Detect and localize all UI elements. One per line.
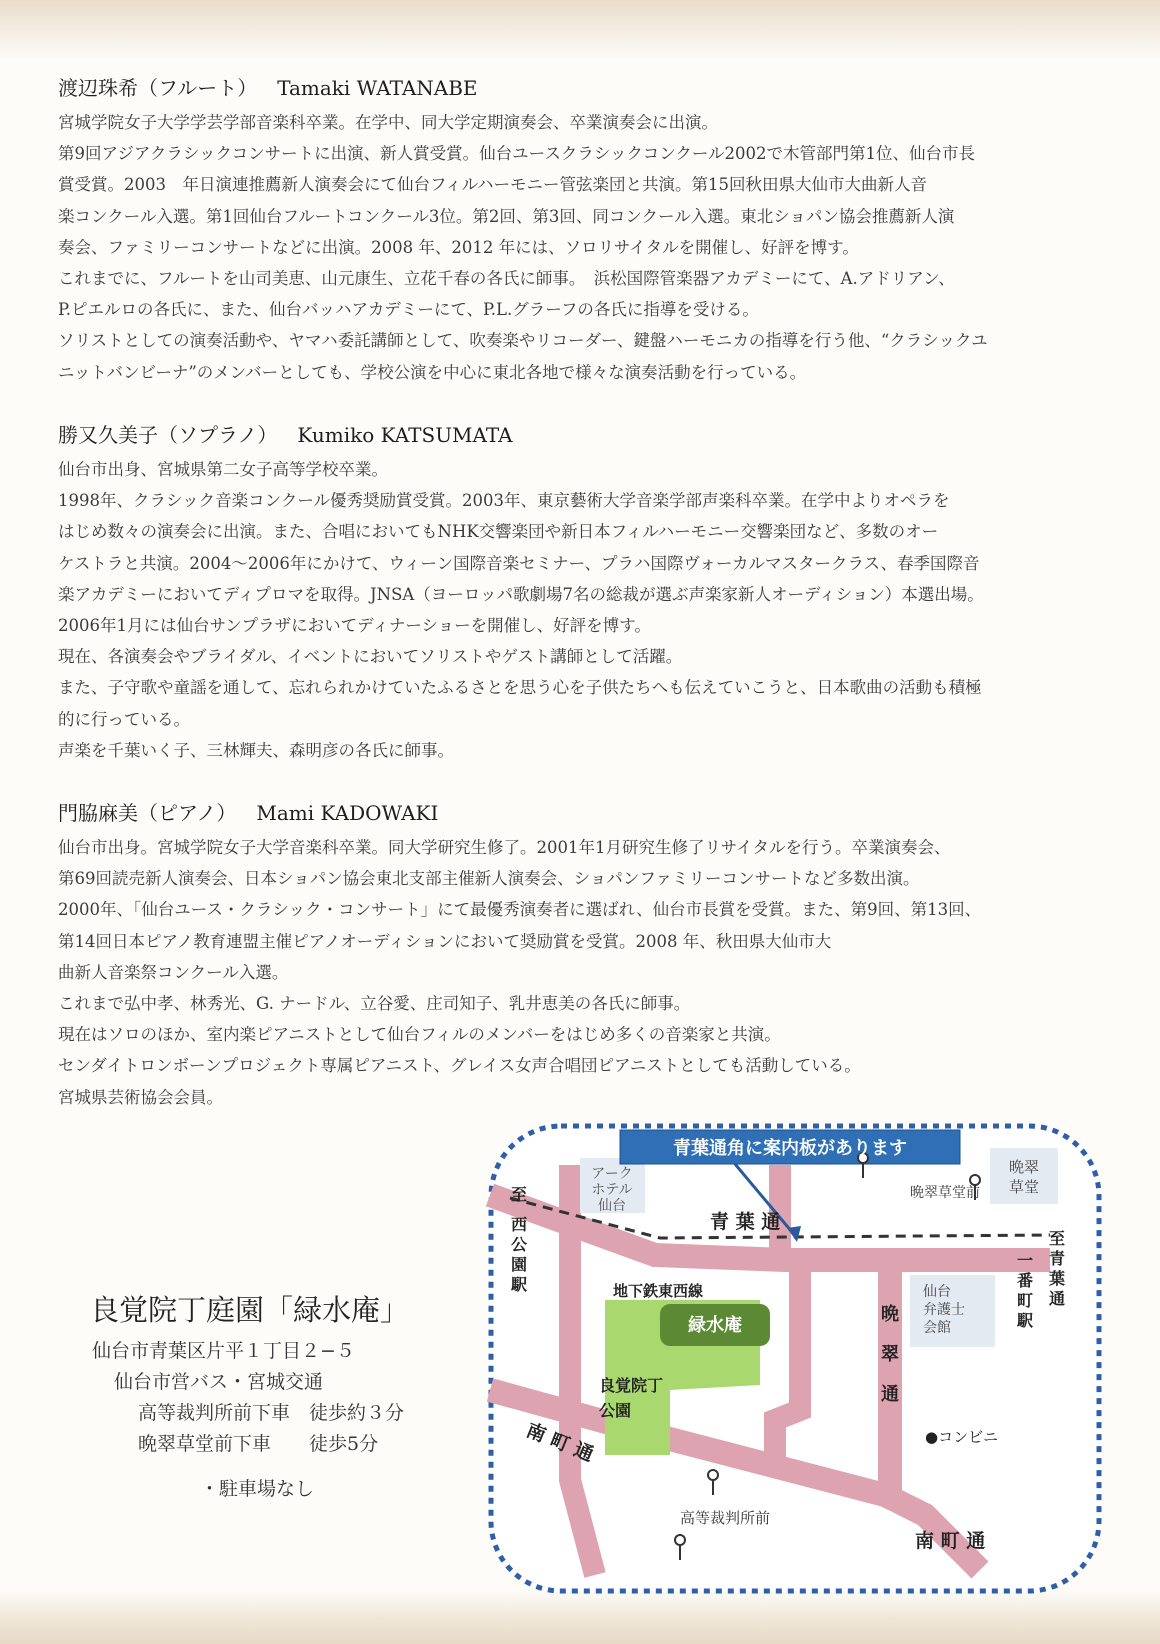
bio-line: 的に行っている。 xyxy=(58,709,190,729)
performer-name: 門脇麻美（ピアノ） xyxy=(58,801,237,825)
vertical-char: 至 xyxy=(510,1185,528,1204)
subway-label: 地下鉄東西線 xyxy=(613,1282,704,1300)
vertical-char: 西 xyxy=(510,1215,528,1234)
bio-line: P.ピエルロの各氏に、また、仙台バッハアカデミーにて、P.L.グラーフの各氏に指導を受ける。 xyxy=(58,300,759,320)
bio-line: 2006年1月には仙台サンプラザにおいてディナーショーを開催し、好評を博す。 xyxy=(58,616,651,636)
bio-line: ニットバンビーナ”のメンバーとしても、学校公演を中心に東北各地で様々な演奏活動を行っている。 xyxy=(58,362,807,382)
bio-line: 第14回日本ピアノ教育連盟主催ピアノオーディションにおいて奨励賞を受賞。2008 年、秋田県大仙市大 xyxy=(58,931,832,951)
performer-name: 勝又久美子（ソプラノ） xyxy=(58,423,278,447)
bio-line: 曲新人音楽祭コンクール入選。 xyxy=(58,962,289,982)
bar-association-label: 弁護士 xyxy=(923,1302,965,1318)
bio-line: 現在、各演奏会やブライダル、イベントにおいてソリストやゲスト講師として活躍。 xyxy=(58,647,683,667)
bansui-soudou-label: 晩翠 xyxy=(1008,1158,1040,1176)
ryokusuian-label: 緑水庵 xyxy=(688,1315,742,1336)
venue-stop-bansui: 晩翠草堂前下車 徒歩5分 xyxy=(138,1433,379,1455)
bar-association-label: 仙台 xyxy=(923,1284,951,1300)
bio-kadowaki xyxy=(58,798,1118,1113)
bio-katsumata xyxy=(58,420,1118,766)
convenience-store-label: ●コンビニ xyxy=(925,1428,999,1446)
venue-info xyxy=(90,1290,490,1505)
hotel-label: アーク xyxy=(591,1166,633,1182)
bio-line: 楽コンクール入選。第1回仙台フルートコンクール3位。第2回、第3回、同コンクール入選。東北ショパン協会推薦新人演 xyxy=(58,206,955,226)
venue-bus: 仙台市営バス・宮城交通 xyxy=(114,1371,324,1393)
venue-stop-court: 高等裁判所前下車 徒歩約３分 xyxy=(138,1402,405,1424)
minamimachi-right-label: 南 町 通 xyxy=(915,1530,986,1552)
minamimachi-left-label: 南 町 通 xyxy=(523,1419,597,1466)
access-map xyxy=(485,1120,1105,1597)
bio-line: 第69回読売新人演奏会、日本ショパン協会東北支部主催新人演奏会、ショパンファミリーコンサートなど多数出演。 xyxy=(58,869,920,889)
bio-line: また、子守歌や童謡を通して、忘れられかけていたふるさとを思う心を子供たちへも伝えていこうと、日本歌曲の活動も積極 xyxy=(58,678,982,698)
bio-line: 2000年、「仙台ユース・クラシック・コンサート」にて最優秀演奏者に選ばれ、仙台市長賞を受賞。また、第9回、第13回、 xyxy=(58,900,982,920)
banner-text: 青葉通角に案内板があります xyxy=(673,1138,907,1159)
venue-address: 仙台市青葉区片平１丁目２−５ xyxy=(92,1340,355,1362)
bio-line: 第9回アジアクラシックコンサートに出演、新人賞受賞。仙台ユースクラシックコンクール2002で木管部門第1位、仙台市長 xyxy=(58,144,976,164)
vertical-char: 番 xyxy=(1016,1271,1034,1290)
vertical-char: 晩 xyxy=(881,1304,899,1325)
map-svg xyxy=(485,1120,1105,1597)
bio-heading xyxy=(58,420,1118,450)
nishi-koen-label xyxy=(510,1185,528,1294)
bio-line: 奏会、ファミリーコンサートなどに出演。2008 年、2012 年には、ソロリサイタルを開催し、好評を博す。 xyxy=(58,237,859,257)
vertical-char: 駅 xyxy=(510,1275,528,1294)
bio-line: 仙台市出身。宮城学院女子大学音楽科卒業。同大学研究生修了。2001年1月研究生修了リサイタルを行う。卒業演奏会、 xyxy=(58,838,951,857)
bansui-stop-label: 晩翠草堂前 xyxy=(910,1185,980,1201)
bio-line: 楽アカデミーにおいてディプロマを取得。JNSA（ヨーロッパ歌劇場7名の総裁が選ぶ声楽家新人オーディション）本選出場。 xyxy=(58,584,984,604)
vertical-char: 至 xyxy=(1048,1229,1066,1248)
hotel-label: 仙台 xyxy=(598,1198,626,1214)
bio-line: はじめ数々の演奏会に出演。また、合唱においてもNHK交響楽団や新日本フィルハーモニー交響楽団など、多数のオー xyxy=(58,522,939,542)
bio-line: センダイトロンボーンプロジェクト専属ピアニスト、グレイス女声合唱団ピアニストとしても活動している。 xyxy=(58,1056,861,1076)
bio-line: 声楽を千葉いく子、三林輝夫、森明彦の各氏に師事。 xyxy=(58,740,454,760)
bio-line: 宮城県芸術協会会員。 xyxy=(58,1087,223,1107)
bio-line: 宮城学院女子大学学芸学部音楽科卒業。在学中、同大学定期演奏会、卒業演奏会に出演。 xyxy=(58,113,718,132)
vertical-char: 公 xyxy=(510,1235,528,1254)
bio-watanabe xyxy=(58,73,1118,388)
bansui-street-label xyxy=(881,1303,899,1405)
performer-romaji: Kumiko KATSUMATA xyxy=(297,423,513,447)
vertical-char: 翠 xyxy=(881,1344,899,1365)
venue-name: 良覚院丁庭園「緑水庵」 xyxy=(90,1293,410,1327)
paper-bottom-texture xyxy=(0,1590,1160,1644)
vertical-char: 町 xyxy=(1016,1291,1034,1310)
venue-parking: ・駐車場なし xyxy=(200,1478,315,1500)
vertical-char: 葉 xyxy=(1048,1269,1066,1288)
park-label: 良覚院丁 xyxy=(599,1376,664,1395)
bio-line: 1998年、クラシック音楽コンクール優秀奨励賞受賞。2003年、東京藝術大学音楽学部声楽科卒業。在学中よりオペラを xyxy=(58,491,950,511)
court-stop-label: 高等裁判所前 xyxy=(680,1509,771,1527)
vertical-char: 一 xyxy=(1016,1251,1034,1270)
bio-line: これまでに、フルートを山司美恵、山元康生、立花千春の各氏に師事。 浜松国際管楽器アカデミーにて、A.アドリアン、 xyxy=(58,269,955,289)
vertical-char: 駅 xyxy=(1016,1311,1034,1330)
hotel-label: ホテル xyxy=(591,1182,633,1198)
performer-romaji: Tamaki WATANABE xyxy=(277,76,478,100)
bio-line: ケストラと共演。2004～2006年にかけて、ウィーン国際音楽セミナー、プラハ国際ヴォーカルマスタークラス、春季国際音 xyxy=(58,553,980,573)
vertical-char: 園 xyxy=(510,1255,528,1274)
vertical-char: 青 xyxy=(1048,1249,1066,1268)
bio-heading xyxy=(58,798,1118,828)
bio-line: 現在はソロのほか、室内楽ピアニストとして仙台フィルのメンバーをはじめ多くの音楽家と共演。 xyxy=(58,1025,781,1045)
bio-line: これまで弘中孝、林秀光、G. ナードル、立谷愛、庄司知子、乳井恵美の各氏に師事。 xyxy=(58,994,691,1014)
performer-romaji: Mami KADOWAKI xyxy=(256,801,439,825)
aoba-street-label: 青 葉 通 xyxy=(710,1211,781,1233)
bio-heading xyxy=(58,73,1118,103)
park-label: 公園 xyxy=(599,1401,632,1420)
vertical-char: 通 xyxy=(881,1384,899,1405)
performer-name: 渡辺珠希（フルート） xyxy=(58,76,258,100)
bar-association-label: 会館 xyxy=(923,1320,951,1336)
bio-line: 仙台市出身、宮城県第二女子高等学校卒業。 xyxy=(58,460,388,479)
bansui-soudou-label: 草堂 xyxy=(1008,1178,1040,1196)
paper-top-texture xyxy=(0,0,1160,60)
bio-line: ソリストとしての演奏活動や、ヤマハ委託講師として、吹奏楽やリコーダー、鍵盤ハーモニカの指導を行う他、“クラシックユ xyxy=(58,331,988,351)
bio-line: 賞受賞。2003 年日演連推薦新人演奏会にて仙台フィルハーモニー管弦楽団と共演。第15回秋田県大仙市大曲新人音 xyxy=(58,175,928,195)
vertical-char: 通 xyxy=(1048,1289,1066,1308)
